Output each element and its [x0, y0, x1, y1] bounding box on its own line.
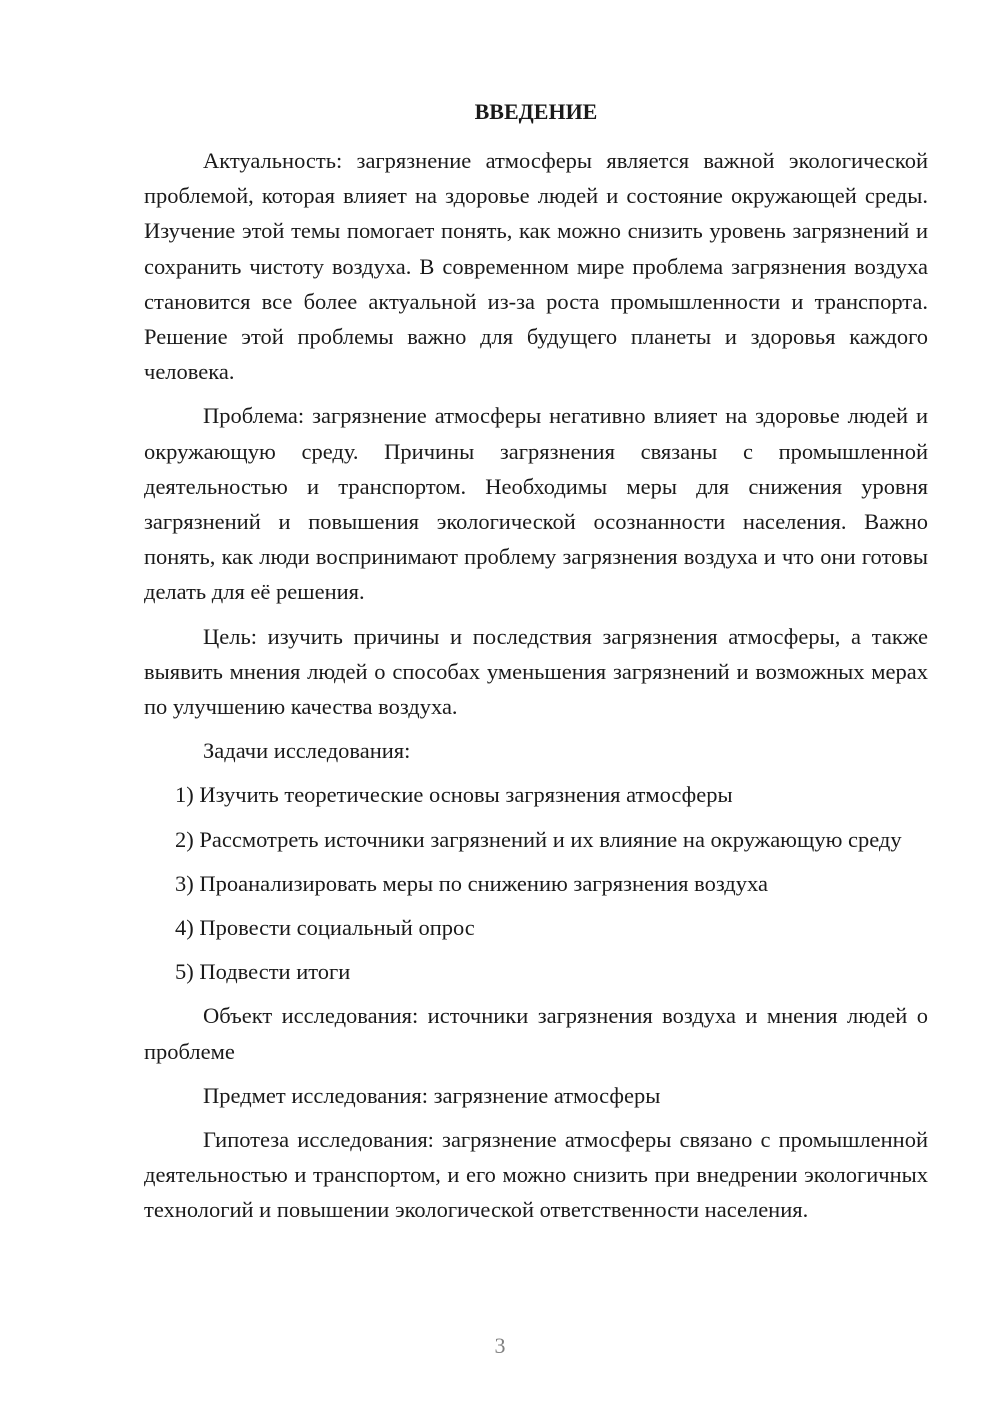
- goal-paragraph: Цель: изучить причины и последствия загрязнения атмосферы, а также выявить мнения людей о способах уменьшения загрязнений и возможных мерах по улучшению качества воздуха.: [144, 623, 928, 720]
- task-item: 1) Изучить теоретические основы загрязнения атмосферы: [175, 782, 733, 808]
- page-title: ВВЕДЕНИЕ: [474, 99, 598, 124]
- object-paragraph: Объект исследования: источники загрязнения воздуха и мнения людей о проблеме: [144, 1003, 928, 1064]
- hypothesis-paragraph: Гипотеза исследования: загрязнение атмосферы связано с промышленной деятельностью и транспортом, и его можно снизить при внедрении экологичных технологий и повышении экологической ответственности населения.: [144, 1127, 928, 1223]
- relevance-paragraph: Актуальность: загрязнение атмосферы является важной экологической проблемой, которая влияет на здоровье людей и состояние окружающей среды. Изучение этой темы помогает понять, как можно снизить уровень загрязнений и сохранить чистоту воздуха. В современном мире проблема загрязнения воздуха становится все более актуальной из-за роста промышленности и транспорта. Решение этой проблемы важно для будущего планеты и здоровья каждого человека.: [144, 148, 928, 385]
- page-content: [144, 97, 928, 1237]
- page-number: 3: [494, 1333, 506, 1358]
- task-item: 4) Провести социальный опрос: [175, 915, 475, 941]
- task-item: 2) Рассмотреть источники загрязнений и их влияние на окружающую среду: [175, 826, 902, 852]
- problem-paragraph: Проблема: загрязнение атмосферы негативно влияет на здоровье людей и окружающую среду. Причины загрязнения связаны с промышленной деятельностью и транспортом. Необходимы меры для снижения уровня загрязнений и повышения экологической осознанности населения. Важно понять, как люди воспринимают проблему загрязнения воздуха и что они готовы делать для её решения.: [144, 403, 928, 605]
- task-item: 5) Подвести итоги: [175, 959, 351, 985]
- subject-paragraph: Предмет исследования: загрязнение атмосферы: [203, 1082, 661, 1108]
- tasks-heading: Задачи исследования:: [203, 738, 411, 764]
- task-item: 3) Проанализировать меры по снижению загрязнения воздуха: [175, 870, 768, 896]
